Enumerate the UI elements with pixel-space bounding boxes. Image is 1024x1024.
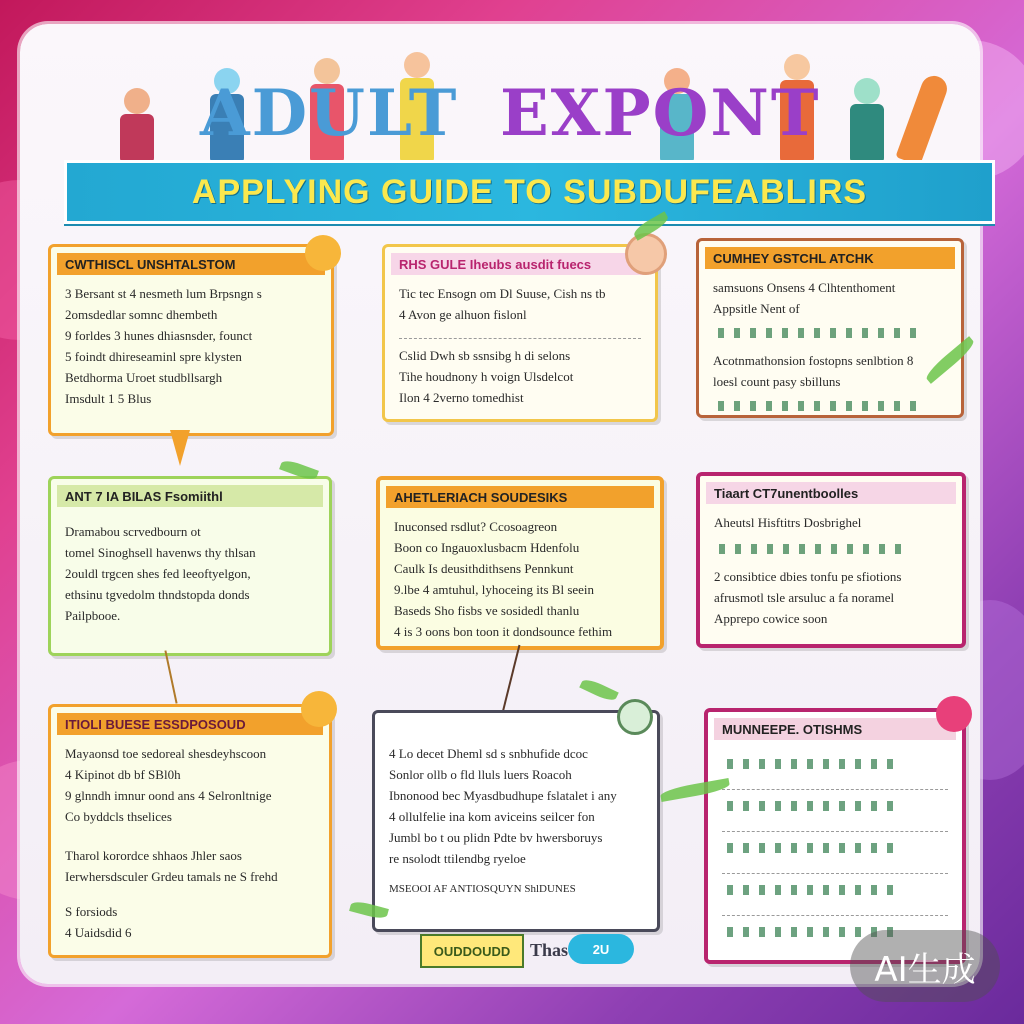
card-line: Ierwhersdsculer Grdeu tamals ne S frehd	[65, 869, 278, 884]
card-line: Baseds Sho fisbs ve sosidedl thanlu	[394, 603, 580, 618]
card-line: MSEOOI AF ANTIOSQUYN ShlDUNES	[389, 883, 576, 895]
card-line: Inuconsed rsdlut? Ccosoagreon	[394, 519, 558, 534]
card-line: Jumbl bo t ou plidn Pdte bv hwersboruys	[389, 830, 603, 845]
info-card-1	[48, 244, 334, 436]
card-line: Ibnonood bec Myasdbudhupe fslatalet i any	[389, 788, 617, 803]
tick-row	[722, 754, 948, 773]
card-line: 2ouldl trgcen shes fed leeoftyelgon,	[65, 566, 251, 581]
hero-word-right: EXPONT	[500, 76, 821, 151]
hero-word-left: ADULT	[200, 76, 459, 151]
pencil-icon	[895, 72, 950, 165]
card-line: Imsdult 1 5 Blus	[65, 391, 152, 406]
info-card-3	[696, 238, 964, 418]
card-line: re nsolodt ttilendbg ryeloe	[389, 851, 526, 866]
divider	[399, 328, 641, 339]
title-banner	[64, 160, 995, 224]
card-header: CWTHISCL UNSHTALSTOM	[57, 253, 325, 275]
card-line: 3 Bersant st 4 nesmeth lum Brpsngn s	[65, 286, 262, 301]
divider	[722, 821, 948, 832]
leaf-decoration	[579, 677, 619, 704]
card-header: ITIOLI BUESE ESSDPOSOUD	[57, 713, 323, 735]
card-line: 4 Uaidsdid 6	[65, 925, 132, 940]
recycle-icon	[617, 699, 653, 735]
card-line: 2omsdedlar somnc dhembeth	[65, 307, 218, 322]
pink-badge-icon	[936, 696, 972, 732]
card-line: 9 forldes 3 hunes dhiasnsder, founct	[65, 328, 253, 343]
divider	[722, 905, 948, 916]
card-line: Ilon 4 2verno tomedhist	[399, 390, 524, 405]
tick-row	[713, 323, 947, 342]
speech-tail	[170, 430, 190, 466]
card-line: Sonlor ollb o fld lluls luers Roacoh	[389, 767, 572, 782]
globe-icon	[625, 233, 667, 275]
orange-badge-icon	[305, 235, 341, 271]
tick-row	[722, 880, 948, 899]
card-line: Tihe houdnony h voign Ulsdelcot	[399, 369, 574, 384]
card-line: samsuons Onsens 4 Clhtenthoment	[713, 280, 896, 295]
info-card-4	[48, 476, 332, 656]
card-line: Appsitle Nent of	[713, 301, 800, 316]
bottom-tag-left: OUDDOUDD	[420, 934, 524, 968]
info-card-2	[382, 244, 658, 422]
card-line: Acotnmathonsion fostopns senlbtion 8	[713, 353, 914, 368]
card-line: Boon co Ingauoxlusbacm Hdenfolu	[394, 540, 580, 555]
card-line: Betdhorma Uroet studbllsargh	[65, 370, 223, 385]
connector-line	[502, 645, 521, 713]
card-header: RHS GULE Iheubs ausdit fuecs	[391, 253, 649, 275]
card-line: Tic tec Ensogn om Dl Suuse, Cish ns tb	[399, 286, 606, 301]
card-header: MUNNEEPE. OTISHMS	[714, 718, 956, 740]
orange-badge-icon	[301, 691, 337, 727]
card-line: Cslid Dwh sb ssnsibg h di selons	[399, 348, 571, 363]
card-line: tomel Sinoghsell havenws thy thlsan	[65, 545, 256, 560]
divider	[722, 779, 948, 790]
tick-row	[713, 396, 947, 415]
card-line: ethsinu tgvedolm thndstopda donds	[65, 587, 250, 602]
card-line: loesl count pasy sbilluns	[713, 374, 841, 389]
card-line: 4 Avon ge alhuon fislonl	[399, 307, 527, 322]
banner-title: APPLYING GUIDE TO SUBDUFEABLIRS	[191, 172, 868, 211]
card-line: 4 ollulfelie ina kom aviceins seilcer fon	[389, 809, 595, 824]
card-line: Caulk Is deusithdithsens Pennkunt	[394, 561, 574, 576]
poster	[20, 24, 980, 984]
character-figure	[120, 114, 154, 164]
card-line: Aheutsl Hisftitrs Dosbrighel	[714, 515, 862, 530]
card-line: Pailpbooe.	[65, 608, 121, 623]
tick-row	[722, 796, 948, 815]
card-line: 2 consibtice dbies tonfu pe sfiotions	[714, 569, 902, 584]
card-header: CUMHEY GSTCHL ATCHK	[705, 247, 955, 269]
hero-illustration	[60, 54, 960, 174]
bottom-tag-right: 2U	[568, 934, 634, 964]
info-card-8	[372, 710, 660, 932]
card-line: 4 is 3 oons bon toon it dondsounce fethim	[394, 624, 613, 639]
card-line: 5 foindt dhireseaminl spre klysten	[65, 349, 242, 364]
character-figure	[850, 104, 884, 164]
card-line: Tharol korordce shhaos Jhler saos	[65, 848, 242, 863]
bottom-tag-middle: Thas	[529, 939, 569, 960]
card-header: Tiaart CT7unentboolles	[706, 482, 956, 504]
card-line: Apprepo cowice soon	[714, 611, 828, 626]
card-header: AHETLERIACH SOUDESIKS	[386, 486, 654, 508]
tick-row	[722, 838, 948, 857]
info-card-9	[704, 708, 966, 964]
info-card-7	[48, 704, 332, 958]
card-line: Dramabou scrvedbourn ot	[65, 524, 201, 539]
card-line: 9.lbe 4 amtuhul, lyhoceing its Bl seein	[394, 582, 595, 597]
card-header: ANT 7 IA BILAS Fsomiithl	[57, 485, 323, 507]
connector-line	[164, 650, 177, 703]
ai-generated-watermark: AI生成	[850, 930, 1000, 1002]
card-line: 9 glnndh imnur oond ans 4 Selronltnige	[65, 788, 272, 803]
card-line: 4 Kipinot db bf SBl0h	[65, 767, 181, 782]
divider	[722, 863, 948, 874]
card-line: S forsiods	[65, 904, 118, 919]
card-line: Mayaonsd toe sedoreal shesdeyhscoon	[65, 746, 267, 761]
tick-row	[714, 539, 948, 558]
info-card-6	[696, 472, 966, 648]
card-line: Co byddcls thselices	[65, 809, 172, 824]
info-card-5	[376, 476, 664, 650]
card-line: afrusmotl tsle arsuluc a fa noramel	[714, 590, 895, 605]
card-line: 4 Lo decet Dheml sd s snbhufide dcoc	[389, 746, 588, 761]
